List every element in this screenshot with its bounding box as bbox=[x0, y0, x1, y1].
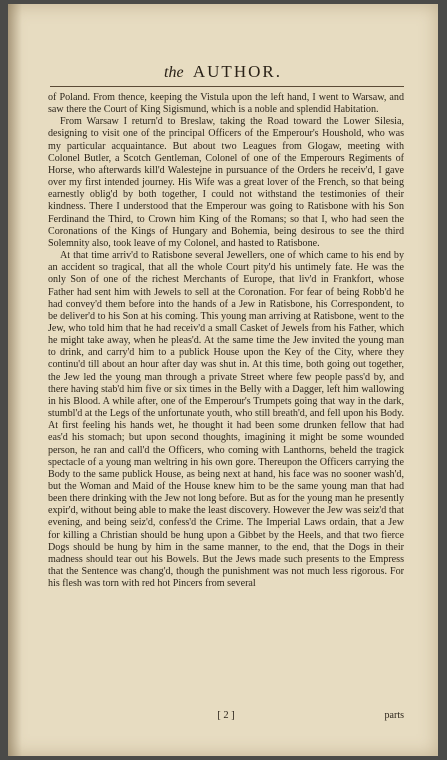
page-body bbox=[48, 92, 404, 590]
book-page bbox=[8, 4, 438, 756]
catchword: parts bbox=[384, 710, 404, 721]
paragraph-1: of Poland. From thence, keeping the Vistula upon the left hand, I went to Warsaw, and saw there the Court of King Sigismund, which is a noble and splendid Habitation. bbox=[48, 92, 404, 116]
page-number: [ 2 ] bbox=[217, 710, 235, 721]
paragraph-2: From Warsaw I return'd to Breslaw, taking the Road toward the Lower Silesia, designing to visit one of the principal Officers of the Emperour's Houshold, who was my particular acquaintance. But about two Leagues from Glogaw, meeting with Colonel Butler, a Scotch Gentleman, Colonel of one of the Emperours Regiments of Horse, who afterwards kill'd Walestejne in pursuance of the Orders he receiv'd, I gave over my first intended journey. His Wife was a great lover of the French, so that being earnestly oblig'd by both together, I could not withstand the testimonies of their kindness. There I understood that the Emperour was going to Ratisbone with his Son Ferdinand the Third, to Crown him King of the Romans; so that I, who had seen the Coronations of the Kings of Hungary and Bohemia, being desirous to see the third Solemnity also, took leave of my Colonel, and hasted to Ratisbone. bbox=[48, 116, 404, 249]
running-head bbox=[8, 62, 438, 82]
paragraph-3: At that time arriv'd to Ratisbone several Jewellers, one of which came to his end by an accident so tragical, that all the whole Court pity'd his untimely fate. He was the only Son of one of the richest Merchants of Europe, that liv'd in Frankfort, whose Father had sent him with Jewels to sell at the Coronation. For fear of being Robb'd he had convey'd them before into the hands of a Jew in Ratisbone, his Correspondent, to be deliver'd to his Son at his coming. This young man arriving at Ratisbone, went to the Jew, who told him that he had receiv'd a small Casket of Jewels from his Father, which he might take away, when he pleas'd. At the same time the Jew invited the young man to drink, and carry'd him to a publick House upon the Key of the City, where they continu'd till about an hour after day was shut in. At this time, both going out together, the Jew led the young man through a private Street where few people pass'd by, and there having stab'd him five or six times in the Belly with a Dagger, left him wallowing in his Blood. A while after, one of the Emperour's Trumpets going that way in the dark, stumbl'd at the Legs of the unfortunate youth, who still breath'd, and fell upon his Body. At first feeling his hands wet, he thought it had been some drunken fellow that had eas'd his stomach; but upon second thoughts, imagining it might be some wounded person, he ran and call'd the Officers, who coming with Lanthorns, beheld the tragick spectacle of a young man weltring in his own gore. Thereupon the Officers carrying the Body to the same publick House, as being next at hand, his face was no sooner wash'd, but the Woman and Maid of the House knew him to be the same young man that had been there drinking with the Jew not long before. But as for the young man he presently expir'd, without being able to make the least discovery. However the Jew was seiz'd that evening, and being seiz'd, confess'd the Crime. The Imperial Laws ordain, that a Jew for killing a Christian should be hung upon a Gibbet by the Heels, and that two fierce Dogs should be hung by him in the same manner, to the end, that the Dogs in their madness should tear out his Bowels. But the Jews made such presents to the Empress that the Sentence was chang'd, though the punishment was not much less rigorous. For his flesh was torn with red hot Pincers from several bbox=[48, 250, 404, 590]
running-head-title: AUTHOR. bbox=[192, 62, 282, 81]
page-gutter-shadow bbox=[8, 4, 22, 756]
header-rule bbox=[50, 86, 404, 87]
running-head-article: the bbox=[164, 64, 184, 81]
